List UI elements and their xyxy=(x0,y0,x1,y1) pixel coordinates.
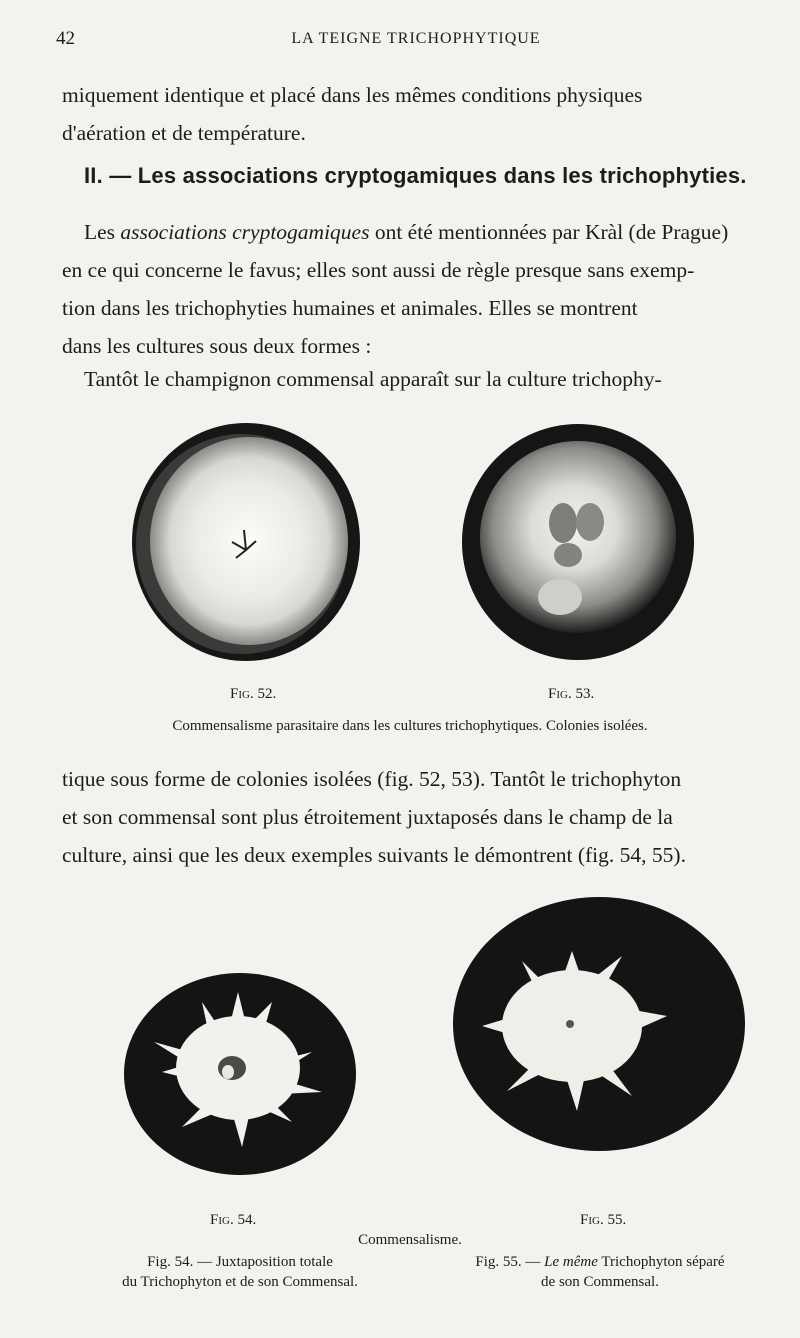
figure-55-label: Fig. 55. xyxy=(580,1212,627,1228)
text-line: et son commensal sont plus étroitement juxtaposés dans le champ de la xyxy=(62,805,673,829)
page-header xyxy=(56,28,776,58)
section-heading: II. — Les associations cryptogamiques dans les trichophyties. xyxy=(84,163,747,188)
text-line: culture, ainsi que les deux exemples suivants le démontrent (fig. 54, 55). xyxy=(62,843,686,867)
text-line: tion dans les trichophyties humaines et animales. Elles se montrent xyxy=(62,296,638,320)
running-title: LA TEIGNE TRICHOPHYTIQUE xyxy=(291,30,541,47)
paragraph-associations xyxy=(62,213,762,365)
figure-52-label: Fig. 52. xyxy=(230,686,277,702)
paragraph-juxtaposition xyxy=(62,760,762,874)
emphasis-text: associations cryptogamiques xyxy=(120,220,370,244)
text-line: tique sous forme de colonies isolées (fig. 52, 53). Tantôt le trichophyton xyxy=(62,767,682,791)
text-line: en ce qui concerne le favus; elles sont aussi de règle presque sans exemp- xyxy=(62,258,695,282)
figure-54-culture-photo xyxy=(122,972,358,1176)
text-line: d'aération et de température. xyxy=(62,121,306,145)
paragraph-tantot xyxy=(62,360,762,398)
text-line: Les associations cryptogamiques ont été mentionnées par Kràl (de Prague) xyxy=(84,220,729,244)
figure-52-culture-photo xyxy=(128,420,362,664)
figure-55-culture-photo xyxy=(452,896,746,1152)
text-line: dans les cultures sous deux formes : xyxy=(62,334,372,358)
figure-55-caption: Fig. 55. — Le même Trichophyton séparé de son Commensal. xyxy=(475,1254,725,1290)
figures-52-53-caption: Commensalisme parasitaire dans les cultures trichophytiques. Colonies isolées. xyxy=(172,718,648,734)
text-line: Tantôt le champignon commensal apparaît sur la culture trichophy- xyxy=(84,367,662,391)
figure-53-label: Fig. 53. xyxy=(548,686,595,702)
page-number: 42 xyxy=(56,28,75,49)
figure-54-label: Fig. 54. xyxy=(210,1212,257,1228)
text-line: miquement identique et placé dans les mêmes conditions physiques xyxy=(62,83,643,107)
figure-54-caption: Fig. 54. — Juxtaposition totale du Trichophyton et de son Commensal. xyxy=(122,1254,358,1290)
figure-53-culture-photo xyxy=(460,422,696,662)
figures-54-55-shared-caption: Commensalisme. xyxy=(358,1232,462,1248)
paragraph-continuation xyxy=(62,76,762,152)
